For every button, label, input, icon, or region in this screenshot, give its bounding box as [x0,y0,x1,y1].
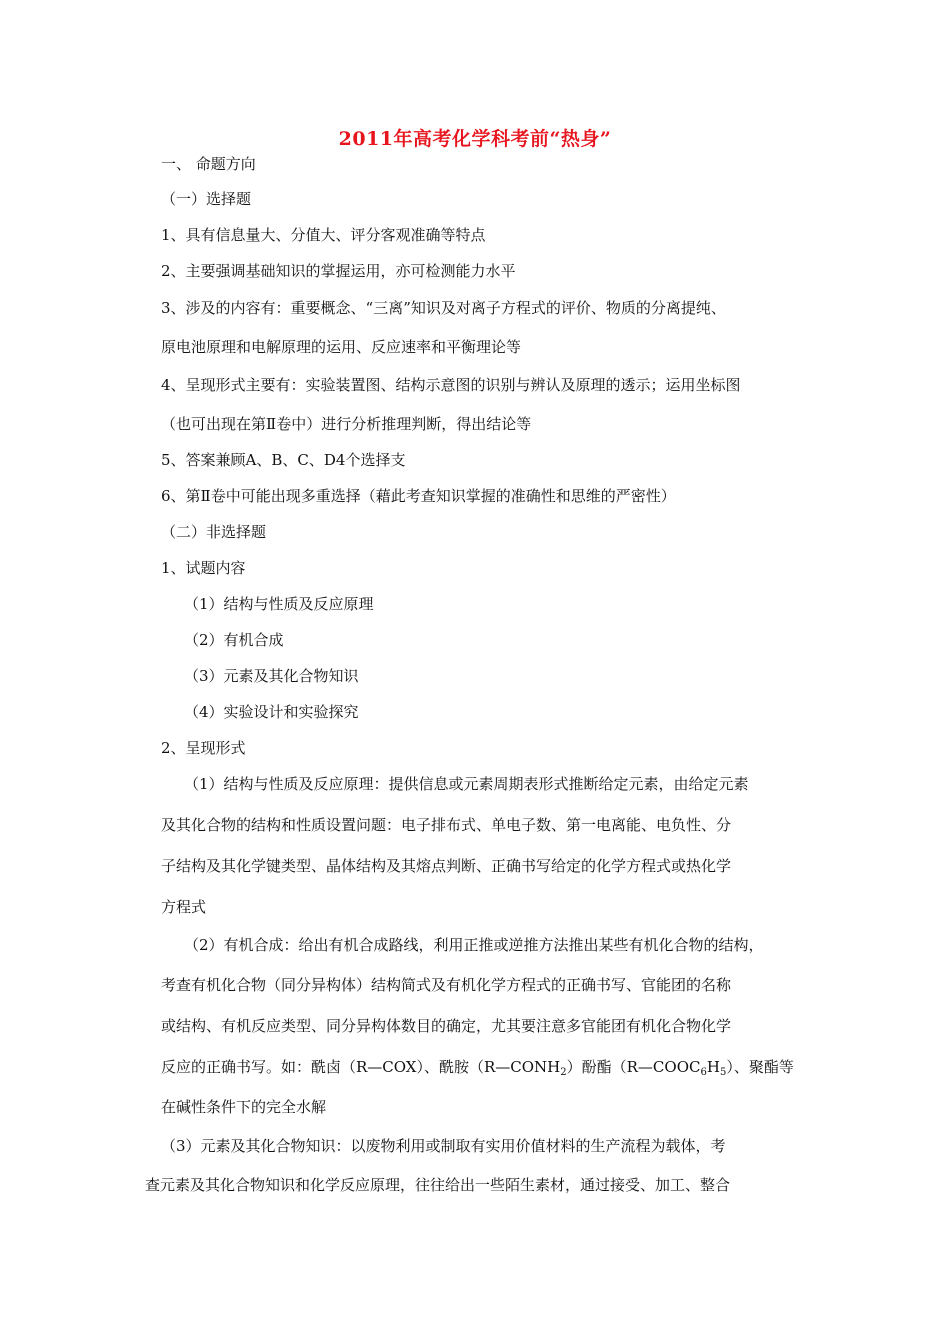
form-p2-line4-text-b: ）酚酯（R—COOC [566,1058,701,1076]
subscript-6: 6 [700,1067,707,1078]
subsection-heading-choice: （一）选择题 [161,190,252,208]
content-item-3: （3）元素及其化合物知识 [184,667,359,685]
choice-item-4: 4、呈现形式主要有：实验装置图、结构示意图的识别与辨认及原理的透示；运用坐标图 [161,376,741,394]
form-p2-line3: 或结构、有机反应类型、同分异构体数目的确定，尤其要注意多官能团有机化合物化学 [161,1017,732,1035]
subscript-2: 2 [560,1067,567,1078]
choice-item-3-cont: 原电池原理和电解原理的运用、反应速率和平衡理论等 [161,338,522,356]
choice-item-2: 2、主要强调基础知识的掌握运用，亦可检测能力水平 [161,262,516,280]
form-p1-line1: （1）结构与性质及反应原理：提供信息或元素周期表形式推断给定元素，由给定元素 [184,775,749,793]
subsection-heading-nonchoice: （二）非选择题 [161,523,267,541]
choice-item-5: 5、答案兼顾A、B、C、D4个选择支 [161,451,406,469]
section-heading: 一、 命题方向 [161,155,256,173]
content-heading: 1、试题内容 [161,559,246,577]
form-p2-line4-text-a: 反应的正确书写。如：酰卤（R—COX）、酰胺（R—CONH [161,1058,561,1076]
choice-item-4-cont: （也可出现在第Ⅱ卷中）进行分析推理判断，得出结论等 [161,415,532,433]
form-heading: 2、呈现形式 [161,739,246,757]
form-p1-line4: 方程式 [161,898,207,916]
content-item-2: （2）有机合成 [184,631,284,649]
form-p3-line1: （3）元素及其化合物知识：以废物利用或制取有实用价值材料的生产流程为载体，考 [161,1137,726,1155]
page-title: 2011年高考化学科考前“热身” [338,128,612,150]
choice-item-6: 6、第Ⅱ卷中可能出现多重选择（藉此考查知识掌握的准确性和思维的严密性） [161,487,676,505]
form-p2-line4 [161,1057,794,1077]
form-p3-line2: 查元素及其化合物知识和化学反应原理，往往给出一些陌生素材，通过接受、加工、整合 [145,1176,731,1194]
choice-item-1: 1、具有信息量大、分值大、评分客观准确等特点 [161,226,486,244]
subscript-5: 5 [719,1067,727,1078]
form-p1-line2: 及其化合物的结构和性质设置问题：电子排布式、单电子数、第一电离能、电负性、分 [161,816,732,834]
choice-item-3: 3、涉及的内容有：重要概念、“三离”知识及对离子方程式的评价、物质的分离提纯、 [161,299,726,317]
content-item-1: （1）结构与性质及反应原理 [184,595,374,613]
form-p2-line5: 在碱性条件下的完全水解 [161,1098,327,1116]
form-p2-line4-text-c: H [706,1058,720,1076]
content-item-4: （4）实验设计和实验探究 [184,703,359,721]
form-p2-line2: 考查有机化合物（同分异构体）结构简式及有机化学方程式的正确书写、官能团的名称 [161,976,732,994]
form-p2-line1: （2）有机合成：给出有机合成路线，利用正推或逆推方法推出某些有机化合物的结构， [184,936,764,954]
form-p1-line3: 子结构及其化学键类型、晶体结构及其熔点判断、正确书写给定的化学方程式或热化学 [161,857,732,875]
form-p2-line4-text-d: ）、聚酯等 [726,1058,794,1076]
